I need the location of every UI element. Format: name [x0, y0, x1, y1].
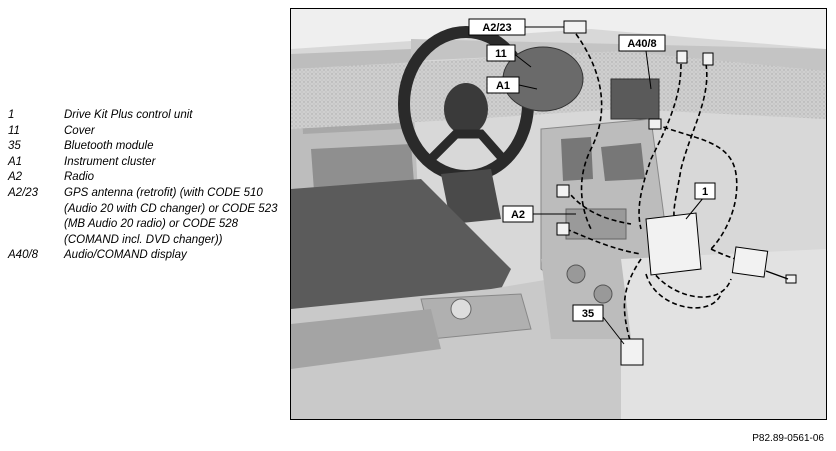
callout-a2	[503, 206, 533, 222]
svg-text:A2: A2	[510, 209, 526, 221]
legend-code: A2	[8, 171, 23, 184]
connector-plug	[557, 223, 569, 235]
legend-row	[8, 170, 278, 186]
legend-row	[8, 139, 278, 155]
callout-a2-23	[469, 19, 525, 35]
legend-text: Drive Kit Plus control unit	[64, 109, 193, 121]
connector-plug	[677, 51, 687, 63]
legend-row	[8, 186, 278, 248]
legend-row	[8, 124, 278, 140]
vehicle-interior-photo	[290, 8, 827, 420]
legend-row	[8, 248, 278, 264]
legend-text: Instrument cluster	[64, 155, 156, 168]
callout-a40-8	[619, 35, 665, 51]
legend-text: Cover	[64, 124, 95, 137]
callout-11	[487, 45, 515, 61]
callout-1	[695, 183, 715, 199]
svg-text:11: 11	[495, 48, 507, 60]
legend-code: A1	[8, 155, 23, 168]
bluetooth-module	[621, 339, 643, 365]
gps-antenna-connector	[564, 21, 586, 33]
legend-code: 1	[8, 109, 15, 121]
callout-35	[573, 305, 603, 321]
legend-text: Bluetooth module	[64, 140, 154, 153]
legend-row	[8, 155, 278, 171]
legend-code: A2/23	[8, 186, 39, 199]
callout-a1	[487, 77, 519, 93]
drive-kit-control-unit	[646, 213, 701, 275]
connector-plug	[649, 119, 661, 129]
legend-text: GPS antenna (retrofit) (with CODE 510 (Audio 20 with CD changer) or CODE 523 (MB Audio 20 radio) or CODE 528 (COMAND incl. DVD changer))	[64, 186, 278, 246]
svg-text:1: 1	[701, 186, 709, 198]
legend-text: Audio/COMAND display	[64, 249, 187, 262]
legend-code: 11	[8, 124, 20, 137]
svg-text:A1: A1	[495, 80, 511, 92]
legend-text: Radio	[64, 171, 95, 184]
legend-code: 35	[8, 140, 21, 153]
svg-text:35: 35	[581, 308, 595, 320]
svg-text:A2/23: A2/23	[482, 22, 512, 34]
connector-plug	[557, 185, 569, 197]
connector-plug	[703, 53, 713, 65]
legend-code: A40/8	[8, 249, 39, 262]
svg-text:A40/8: A40/8	[627, 38, 657, 50]
legend-row	[8, 108, 278, 124]
legend	[8, 108, 278, 264]
interior-illustration	[291, 9, 826, 419]
figure-id: P82.89-0561-06	[752, 433, 824, 444]
module-box	[732, 247, 767, 277]
